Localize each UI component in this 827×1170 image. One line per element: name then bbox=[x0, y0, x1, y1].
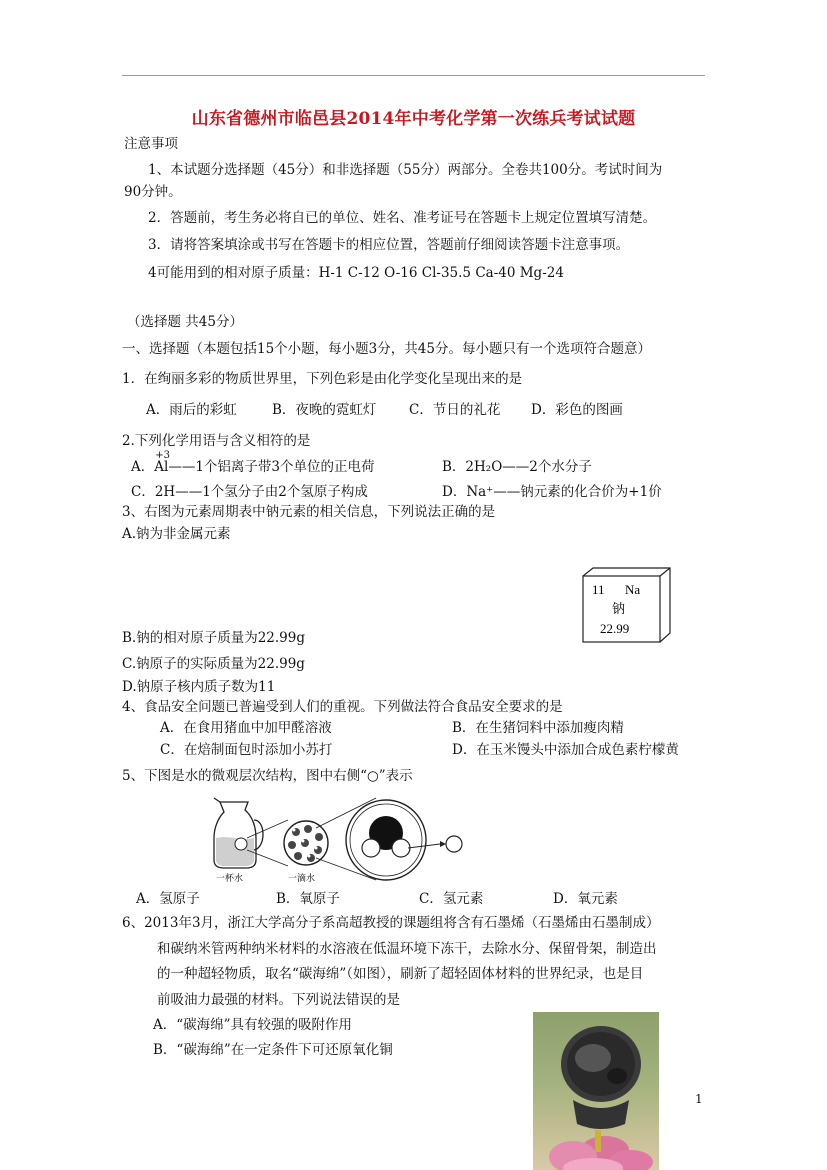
q4-option-a: A．在食用猪血中加甲醛溶液 bbox=[160, 720, 332, 736]
q2-option-c: C．2H——1个氢分子由2个氢原子构成 bbox=[131, 484, 368, 500]
section-heading: （选择题 共45分） bbox=[127, 314, 243, 330]
q1-option-c: C．节日的礼花 bbox=[409, 402, 501, 418]
note-item-1: 1、本试题分选择题（45分）和非选择题（55分）两部分。全卷共100分。考试时间为 bbox=[148, 162, 663, 178]
carbon-sponge-photo bbox=[533, 1012, 659, 1170]
q6-option-b: B．“碳海绵”在一定条件下可还原氧化铜 bbox=[153, 1042, 393, 1058]
q6-stem-line-1: 6、2013年3月，浙江大学高分子系高超教授的课题组将含有石墨烯（石墨烯由石墨制成） bbox=[122, 915, 660, 931]
element-name: 钠 bbox=[612, 602, 626, 617]
part-heading: 一、选择题（本题包括15个小题，每小题3分，共45分。每小题只有一个选项符合题意） bbox=[122, 341, 651, 357]
q5-stem: 5、下图是水的微观层次结构，图中右侧“○”表示 bbox=[122, 768, 413, 784]
q2-option-a-text: ——1个铝离子带3个单位的正电荷 bbox=[168, 459, 375, 475]
q2-stem: 2.下列化学用语与含义相符的是 bbox=[122, 433, 311, 449]
cup-label: 一杯水 bbox=[216, 874, 244, 884]
q2-option-a-prefix: A． bbox=[131, 459, 155, 475]
q6-stem-line-3: 的一种超轻物质，取名“碳海绵”（如图），刷新了超轻固体材料的世界纪录，也是目 bbox=[157, 966, 644, 982]
note-item-4: 4可能用到的相对原子质量：H-1 C-12 O-16 Cl-35.5 Ca-40 Mg-24 bbox=[148, 265, 564, 281]
q4-stem: 4、食品安全问题已普遍受到人们的重视。下列做法符合食品安全要求的是 bbox=[122, 699, 563, 715]
q5-option-c: C．氢元素 bbox=[419, 891, 484, 907]
q2-option-b: B．2H₂O——2个水分子 bbox=[442, 459, 592, 475]
q4-option-d: D．在玉米馒头中添加合成色素柠檬黄 bbox=[452, 742, 679, 758]
q6-option-a: A．“碳海绵”具有较强的吸附作用 bbox=[153, 1017, 353, 1033]
q1-option-a: A．雨后的彩虹 bbox=[146, 402, 237, 418]
q6-stem-line-2: 和碳纳米管两种纳米材料的水溶液在低温环境下冻干，去除水分、保留骨架，制造出 bbox=[157, 941, 657, 957]
element-cell-sodium bbox=[582, 567, 672, 643]
aluminium-symbol: Al bbox=[154, 459, 169, 475]
q3-option-b: B.钠的相对原子质量为22.99g bbox=[122, 630, 306, 646]
atomic-mass: 22.99 bbox=[600, 621, 630, 636]
q2-option-a bbox=[131, 450, 375, 476]
note-item-2: 2．答题前，考生务必将自已的单位、姓名、准考证号在答题卡上规定位置填写清楚。 bbox=[148, 210, 657, 226]
q5-option-a: A．氢原子 bbox=[136, 891, 200, 907]
atomic-number: 11 bbox=[592, 582, 605, 597]
water-structure-diagram bbox=[208, 790, 470, 884]
q3-option-d: D.钠原子核内质子数为11 bbox=[122, 679, 276, 695]
q4-option-c: C．在焙制面包时添加小苏打 bbox=[160, 742, 333, 758]
drop-label: 一滴水 bbox=[288, 874, 316, 884]
q5-option-d: D．氧元素 bbox=[553, 891, 618, 907]
q5-option-b: B．氧原子 bbox=[276, 891, 340, 907]
q3-option-a: A.钠为非金属元素 bbox=[122, 526, 231, 542]
q1-option-d: D．彩色的图画 bbox=[531, 402, 623, 418]
q4-option-b: B．在生猪饲料中添加瘦肉精 bbox=[452, 720, 624, 736]
note-item-3: 3．请将答案填涂或书写在答题卡的相应位置，答题前仔细阅读答题卡注意事项。 bbox=[148, 237, 630, 253]
q2-option-d: D．Na⁺——钠元素的化合价为+1价 bbox=[442, 484, 662, 500]
q1-stem: 1．在绚丽多彩的物质世界里，下列色彩是由化学变化呈现出来的是 bbox=[122, 371, 523, 387]
note-item-1-cont: 90分钟。 bbox=[124, 184, 182, 200]
q3-option-c: C.钠原子的实际质量为22.99g bbox=[122, 656, 305, 672]
page-number: 1 bbox=[695, 1092, 703, 1106]
q1-option-b: B．夜晚的霓虹灯 bbox=[272, 402, 377, 418]
notes-heading: 注意事项 bbox=[124, 136, 178, 152]
q3-stem: 3、右图为元素周期表中钠元素的相关信息，下列说法正确的是 bbox=[122, 504, 496, 520]
header-rule bbox=[122, 75, 705, 76]
page-title: 山东省德州市临邑县2014年中考化学第一次练兵考试试题 bbox=[191, 109, 636, 129]
element-symbol: Na bbox=[625, 582, 641, 597]
q6-stem-line-4: 前吸油力最强的材料。下列说法错误的是 bbox=[157, 992, 400, 1008]
valence-superscript: +3 bbox=[155, 450, 170, 461]
